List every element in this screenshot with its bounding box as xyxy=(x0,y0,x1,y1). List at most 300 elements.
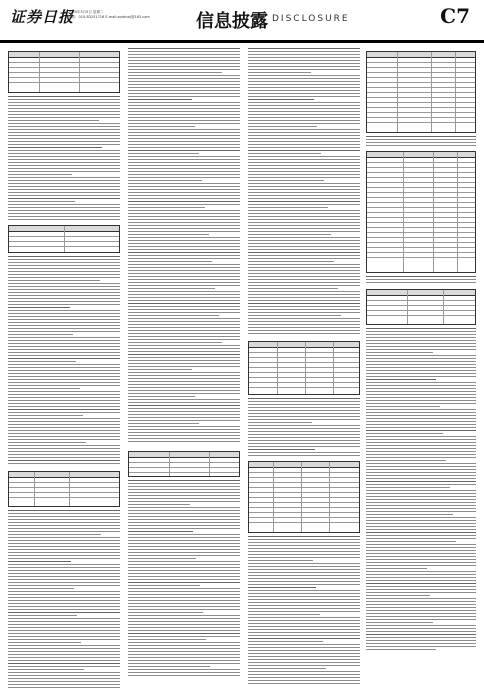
text-line xyxy=(128,300,240,301)
text-line xyxy=(248,210,360,211)
text-line xyxy=(8,117,120,118)
text-line xyxy=(8,204,120,205)
text-line xyxy=(128,588,240,589)
text-line xyxy=(248,398,360,399)
text-line xyxy=(128,84,240,85)
text-line xyxy=(128,594,240,595)
text-line xyxy=(128,138,240,139)
text-line xyxy=(366,439,476,440)
text-line xyxy=(366,550,476,551)
text-line xyxy=(128,621,240,622)
text-line xyxy=(8,612,120,613)
text-line xyxy=(366,532,476,533)
text-line xyxy=(248,596,360,597)
text-line xyxy=(366,625,476,626)
text-line xyxy=(8,349,120,350)
text-line xyxy=(128,162,240,163)
text-line xyxy=(128,522,240,523)
text-line xyxy=(128,294,240,295)
text-line xyxy=(128,186,240,187)
table-1 xyxy=(8,51,120,93)
text-line xyxy=(8,135,120,136)
text-line xyxy=(248,557,360,558)
text-line xyxy=(248,255,360,256)
text-line xyxy=(128,417,240,418)
text-line xyxy=(248,608,360,609)
text-line xyxy=(128,411,240,412)
text-line xyxy=(366,547,476,548)
text-line xyxy=(128,216,240,217)
text-line xyxy=(248,216,360,217)
text-line xyxy=(366,358,476,359)
article-text xyxy=(8,510,120,690)
text-line xyxy=(128,672,240,673)
text-line xyxy=(128,660,240,661)
text-line xyxy=(128,63,240,64)
text-line xyxy=(8,600,120,601)
text-line xyxy=(366,403,476,404)
text-line xyxy=(248,578,360,579)
text-line xyxy=(8,555,120,556)
text-line xyxy=(128,504,190,505)
article-text xyxy=(128,48,240,448)
text-line xyxy=(248,542,360,543)
text-line xyxy=(248,252,360,253)
text-line xyxy=(128,87,240,88)
text-line xyxy=(8,439,120,440)
text-line xyxy=(366,529,476,530)
text-line xyxy=(128,48,240,49)
text-line xyxy=(8,159,120,160)
text-line xyxy=(128,57,240,58)
text-line xyxy=(8,150,120,151)
text-line xyxy=(248,668,326,669)
text-line xyxy=(248,174,360,175)
text-line xyxy=(128,108,240,109)
text-line xyxy=(248,303,360,304)
text-line xyxy=(128,255,240,256)
text-line xyxy=(248,279,360,280)
text-line xyxy=(128,312,240,313)
text-line xyxy=(8,406,120,407)
text-line xyxy=(248,333,360,334)
text-line xyxy=(128,69,240,70)
text-line xyxy=(8,192,120,193)
text-line xyxy=(248,123,360,124)
text-line xyxy=(248,72,311,73)
text-line xyxy=(248,63,360,64)
text-line xyxy=(8,672,120,673)
text-line xyxy=(366,478,476,479)
text-line xyxy=(248,431,360,432)
text-line xyxy=(128,363,240,364)
text-line xyxy=(248,129,360,130)
text-line xyxy=(128,309,240,310)
text-line xyxy=(128,264,240,265)
text-line xyxy=(248,656,360,657)
text-line xyxy=(366,622,433,623)
text-line xyxy=(248,111,360,112)
text-line xyxy=(128,204,240,205)
text-line xyxy=(128,489,240,490)
text-line xyxy=(248,623,360,624)
text-line xyxy=(128,429,240,430)
text-line xyxy=(248,168,360,169)
text-line xyxy=(366,337,476,338)
text-line xyxy=(128,177,240,178)
text-line xyxy=(248,321,360,322)
text-line xyxy=(8,522,120,523)
text-line xyxy=(128,228,240,229)
text-line xyxy=(128,222,240,223)
text-line xyxy=(248,309,360,310)
text-line xyxy=(8,534,101,535)
table-2 xyxy=(8,225,120,253)
text-line xyxy=(366,481,476,482)
text-line xyxy=(366,142,476,143)
text-line xyxy=(8,576,120,577)
text-line xyxy=(8,552,120,553)
text-line xyxy=(128,348,240,349)
text-line xyxy=(8,177,120,178)
text-line xyxy=(366,346,476,347)
text-line xyxy=(8,207,120,208)
text-line xyxy=(366,601,476,602)
text-line xyxy=(366,559,476,560)
text-line xyxy=(128,657,240,658)
text-line xyxy=(8,675,120,676)
text-line xyxy=(248,228,360,229)
text-line xyxy=(128,102,240,103)
text-line xyxy=(8,126,120,127)
text-line xyxy=(248,282,360,283)
text-line xyxy=(128,549,240,550)
text-line xyxy=(8,645,120,646)
text-line xyxy=(366,610,476,611)
text-line xyxy=(128,399,240,400)
text-line xyxy=(8,376,120,377)
text-line xyxy=(8,546,120,547)
text-line xyxy=(366,466,476,467)
text-line xyxy=(366,646,476,647)
text-line xyxy=(8,379,120,380)
text-line xyxy=(8,403,120,404)
text-line xyxy=(248,569,360,570)
text-line xyxy=(128,585,200,586)
text-line xyxy=(128,156,240,157)
text-line xyxy=(128,126,195,127)
text-line xyxy=(366,517,476,518)
text-line xyxy=(366,643,476,644)
text-line xyxy=(128,231,240,232)
text-line xyxy=(128,153,199,154)
text-line xyxy=(8,397,120,398)
text-line xyxy=(128,540,240,541)
text-line xyxy=(248,401,360,402)
text-line xyxy=(8,180,120,181)
text-line xyxy=(8,424,120,425)
text-line xyxy=(366,490,476,491)
text-line xyxy=(366,421,476,422)
text-line xyxy=(128,246,240,247)
text-line xyxy=(8,427,120,428)
text-line xyxy=(128,603,240,604)
table-8 xyxy=(366,151,476,273)
text-line xyxy=(128,198,240,199)
section-subtitle: DISCLOSURE xyxy=(272,14,350,24)
text-line xyxy=(366,502,476,503)
text-line xyxy=(128,66,240,67)
text-line xyxy=(366,604,476,605)
text-line xyxy=(248,665,360,666)
text-line xyxy=(8,156,120,157)
text-line xyxy=(128,492,240,493)
text-line xyxy=(366,385,476,386)
text-line xyxy=(8,328,120,329)
text-line xyxy=(366,442,476,443)
table-9 xyxy=(366,289,476,325)
text-line xyxy=(128,528,240,529)
text-line xyxy=(8,513,120,514)
text-line xyxy=(128,432,240,433)
text-line xyxy=(248,90,360,91)
text-line xyxy=(128,219,240,220)
text-line xyxy=(8,603,120,604)
text-line xyxy=(8,132,120,133)
text-line xyxy=(248,198,360,199)
text-line xyxy=(248,156,360,157)
text-line xyxy=(248,222,360,223)
text-line xyxy=(8,298,120,299)
text-line xyxy=(248,407,360,408)
text-line xyxy=(248,635,360,636)
text-line xyxy=(128,60,240,61)
text-line xyxy=(8,268,120,269)
text-line xyxy=(8,367,120,368)
text-line xyxy=(128,75,240,76)
text-line xyxy=(8,213,120,214)
text-line xyxy=(366,619,476,620)
text-line xyxy=(128,279,240,280)
text-line xyxy=(8,304,120,305)
text-line xyxy=(128,117,240,118)
text-line xyxy=(248,446,360,447)
text-line xyxy=(128,135,240,136)
text-line xyxy=(248,267,360,268)
text-line xyxy=(128,423,199,424)
text-line xyxy=(248,75,360,76)
text-line xyxy=(366,331,476,332)
text-line xyxy=(128,579,240,580)
text-line xyxy=(366,544,476,545)
text-line xyxy=(248,66,360,67)
text-line xyxy=(8,259,120,260)
text-line xyxy=(128,174,240,175)
text-line xyxy=(8,340,120,341)
text-line xyxy=(8,183,120,184)
text-line xyxy=(248,147,360,148)
text-line xyxy=(8,147,102,148)
text-line xyxy=(248,602,360,603)
text-line xyxy=(248,455,360,456)
text-line xyxy=(8,537,120,538)
text-line xyxy=(128,129,240,130)
text-line xyxy=(8,415,83,416)
text-line xyxy=(128,519,240,520)
text-line xyxy=(128,630,240,631)
text-line xyxy=(128,675,240,676)
text-line xyxy=(8,442,86,443)
text-line xyxy=(8,165,120,166)
text-line xyxy=(248,629,360,630)
text-line xyxy=(8,295,120,296)
text-line xyxy=(248,617,360,618)
text-line xyxy=(128,72,222,73)
text-line xyxy=(8,307,70,308)
text-line xyxy=(128,318,240,319)
text-line xyxy=(8,111,120,112)
text-line xyxy=(248,243,360,244)
text-line xyxy=(8,102,120,103)
text-line xyxy=(128,168,240,169)
text-line xyxy=(248,165,360,166)
text-line xyxy=(128,555,240,556)
text-line xyxy=(128,639,206,640)
text-line xyxy=(248,581,360,582)
text-line xyxy=(8,201,75,202)
text-line xyxy=(366,379,436,380)
text-line xyxy=(128,366,240,367)
text-line xyxy=(128,537,240,538)
text-line xyxy=(248,683,360,684)
text-line xyxy=(8,382,120,383)
text-line xyxy=(248,171,360,172)
text-line xyxy=(366,451,476,452)
text-line xyxy=(248,551,360,552)
text-line xyxy=(8,337,120,338)
text-line xyxy=(8,516,120,517)
text-line xyxy=(128,90,240,91)
text-line xyxy=(248,413,360,414)
text-line xyxy=(128,351,240,352)
text-line xyxy=(248,572,360,573)
text-line xyxy=(248,650,360,651)
text-line xyxy=(248,428,360,429)
text-line xyxy=(366,276,476,277)
text-line xyxy=(248,318,360,319)
text-line xyxy=(366,145,476,146)
text-line xyxy=(8,510,120,511)
text-line xyxy=(248,545,360,546)
text-line xyxy=(366,574,476,575)
text-line xyxy=(366,628,476,629)
text-line xyxy=(248,611,360,612)
text-line xyxy=(366,412,476,413)
text-line xyxy=(366,457,476,458)
text-line xyxy=(8,618,120,619)
text-line xyxy=(248,132,360,133)
table-4 xyxy=(128,451,240,477)
text-line xyxy=(248,51,360,52)
text-line xyxy=(248,327,360,328)
text-line xyxy=(248,324,360,325)
text-line xyxy=(366,607,476,608)
article-text xyxy=(8,256,120,468)
text-line xyxy=(128,303,240,304)
text-line xyxy=(248,237,360,238)
text-line xyxy=(366,586,476,587)
text-line xyxy=(366,139,476,140)
text-line xyxy=(8,370,120,371)
text-line xyxy=(248,126,317,127)
text-line xyxy=(8,373,120,374)
text-line xyxy=(366,334,476,335)
text-line xyxy=(128,381,240,382)
text-line xyxy=(248,105,360,106)
text-line xyxy=(248,536,360,537)
text-line xyxy=(128,342,222,343)
text-line xyxy=(248,449,315,450)
text-line xyxy=(248,48,360,49)
text-line xyxy=(8,519,120,520)
text-line xyxy=(8,460,120,461)
text-line xyxy=(8,388,80,389)
text-line xyxy=(366,394,476,395)
text-line xyxy=(248,213,360,214)
text-line xyxy=(248,177,360,178)
text-line xyxy=(8,654,120,655)
text-line xyxy=(128,609,240,610)
text-line xyxy=(128,315,219,316)
text-line xyxy=(128,114,240,115)
text-line xyxy=(128,615,240,616)
text-line xyxy=(128,372,240,373)
text-line xyxy=(8,591,120,592)
text-line xyxy=(366,382,476,383)
text-line xyxy=(366,493,476,494)
text-line xyxy=(248,69,360,70)
text-line xyxy=(8,445,120,446)
text-line xyxy=(366,415,476,416)
text-line xyxy=(128,159,240,160)
text-line xyxy=(248,587,316,588)
text-line xyxy=(8,289,120,290)
text-line xyxy=(8,331,120,332)
text-line xyxy=(128,252,240,253)
text-line xyxy=(248,315,341,316)
section-title: 信息披露 xyxy=(196,11,268,32)
text-line xyxy=(248,671,360,672)
text-line xyxy=(8,657,120,658)
masthead-rule xyxy=(0,42,484,43)
text-line xyxy=(8,301,120,302)
text-line xyxy=(366,523,476,524)
text-line xyxy=(366,355,476,356)
text-line xyxy=(8,186,120,187)
text-line xyxy=(248,644,360,645)
text-line xyxy=(8,277,120,278)
text-line xyxy=(248,659,360,660)
text-line xyxy=(8,144,120,145)
text-line xyxy=(248,54,360,55)
text-line xyxy=(8,195,120,196)
text-line xyxy=(8,274,120,275)
text-line xyxy=(128,330,240,331)
text-line xyxy=(8,346,120,347)
text-line xyxy=(366,427,476,428)
text-line xyxy=(366,424,476,425)
text-line xyxy=(8,352,120,353)
